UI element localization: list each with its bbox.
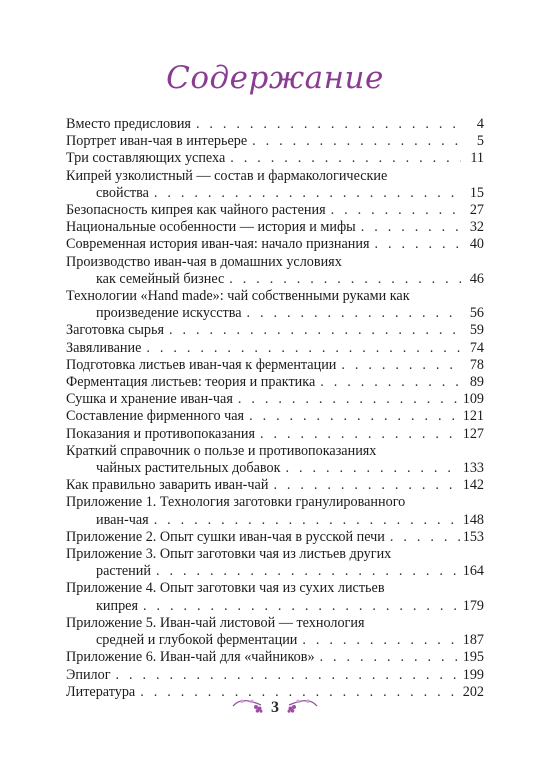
dot-leader <box>331 202 461 219</box>
dot-leader <box>196 116 461 133</box>
toc-entry-line <box>66 219 484 236</box>
toc-page-number: 153 <box>462 528 484 545</box>
toc-page-number: 27 <box>469 202 484 219</box>
toc-entry-title: Приложение 4. Опыт заготовки чая из сухих листьев <box>66 580 385 597</box>
toc-entry-title: Приложение 3. Опыт заготовки чая из листьев других <box>66 546 392 563</box>
toc-entry-title: как семейный бизнес <box>96 270 225 287</box>
toc-entry-title: чайных растительных добавок <box>96 460 281 477</box>
toc-entry-continuation <box>66 563 484 580</box>
toc-entry-title: Краткий справочник о пользе и противопоказаниях <box>66 442 377 459</box>
toc-entry <box>66 168 484 202</box>
toc-entry-line <box>66 494 484 511</box>
toc-entry-title: произведение искусства <box>96 305 242 322</box>
dot-leader <box>146 340 461 357</box>
toc-entry-line <box>66 236 484 253</box>
toc-entry <box>66 649 484 666</box>
toc-page-number: 46 <box>469 270 484 287</box>
toc-page-number: 121 <box>462 408 484 425</box>
dot-leader <box>260 426 460 443</box>
toc-entry <box>66 374 484 391</box>
toc-entry-title: Кипрей узколистный — состав и фармакологические <box>66 167 388 184</box>
toc-entry <box>66 340 484 357</box>
toc-entry-title: Заготовка сырья <box>66 322 165 339</box>
dot-leader <box>374 236 461 253</box>
dot-leader <box>247 305 461 322</box>
toc-page-number: 40 <box>469 236 484 253</box>
dot-leader <box>238 391 460 408</box>
toc-entry-line <box>66 408 484 425</box>
toc-entry-line <box>66 168 484 185</box>
page-number: 3 <box>271 698 279 716</box>
dot-leader <box>341 357 461 374</box>
dot-leader <box>154 512 460 529</box>
dot-leader <box>361 219 461 236</box>
toc-entry-title: Приложение 1. Технология заготовки гранулированного <box>66 494 406 511</box>
toc-entry <box>66 580 484 614</box>
toc-entry <box>66 529 484 546</box>
toc-entry <box>66 357 484 374</box>
toc-entry-continuation <box>66 460 484 477</box>
toc-page-number: 15 <box>469 184 484 201</box>
toc-entry-line <box>66 357 484 374</box>
toc-entry-title: Как правильно заварить иван-чай <box>66 477 269 494</box>
toc-entry-continuation <box>66 632 484 649</box>
floral-ornament-left-icon <box>231 697 265 718</box>
toc-page-number: 11 <box>470 150 484 167</box>
toc-entry-line <box>66 615 484 632</box>
toc-page-number: 78 <box>469 356 484 373</box>
toc-page-number: 89 <box>469 374 484 391</box>
toc-entry <box>66 426 484 443</box>
toc-entry <box>66 236 484 253</box>
dot-leader <box>320 649 460 666</box>
toc-entry <box>66 408 484 425</box>
dot-leader <box>169 322 461 339</box>
toc-entry-line <box>66 580 484 597</box>
dot-leader <box>154 185 461 202</box>
toc-entry-title: Эпилог <box>66 666 111 683</box>
toc-entry <box>66 322 484 339</box>
toc-entry <box>66 116 484 133</box>
toc-entry <box>66 494 484 528</box>
toc-entry <box>66 254 484 288</box>
toc-entry-line <box>66 529 484 546</box>
toc-page-number: 187 <box>462 632 484 649</box>
dot-leader <box>249 408 460 425</box>
toc-entry <box>66 546 484 580</box>
toc-entry-title: Вместо предисловия <box>66 116 191 132</box>
dot-leader <box>156 563 460 580</box>
toc-entry-line <box>66 546 484 563</box>
dot-leader <box>286 460 460 477</box>
dot-leader <box>116 667 460 684</box>
toc-entry-continuation <box>66 185 484 202</box>
toc-entry <box>66 150 484 167</box>
toc-page-number: 142 <box>462 477 484 494</box>
toc-entry-title: Показания и противопоказания <box>66 425 255 442</box>
toc-page-number: 148 <box>462 511 484 528</box>
toc-entry-title: Три составляющих успеха <box>66 150 226 167</box>
dot-leader <box>143 598 460 615</box>
toc-page-number: 164 <box>462 563 484 580</box>
floral-ornament-right-icon <box>285 697 319 718</box>
dot-leader <box>320 374 461 391</box>
page-title: Содержание <box>166 60 384 96</box>
toc-page-number: 195 <box>462 649 484 666</box>
toc-entry-line <box>66 116 484 133</box>
toc-entry <box>66 288 484 322</box>
toc-entry-title: Ферментация листьев: теория и практика <box>66 374 316 391</box>
toc-page-number: 109 <box>462 391 484 408</box>
toc-entry-continuation <box>66 512 484 529</box>
toc-entry-title: Составление фирменного чая <box>66 408 245 425</box>
toc-page-number: 59 <box>469 322 484 339</box>
page-footer <box>0 697 550 718</box>
toc-entry-line <box>66 477 484 494</box>
toc-page-number: 133 <box>462 460 484 477</box>
toc-entry-line <box>66 667 484 684</box>
toc-entry-line <box>66 340 484 357</box>
toc-entry-title: Безопасность кипрея как чайного растения <box>66 202 326 219</box>
dot-leader <box>230 150 461 167</box>
toc-entry-title: Завяливание <box>66 339 142 356</box>
toc-entry-line <box>66 322 484 339</box>
toc-entry-line <box>66 391 484 408</box>
toc-entry-title: Приложение 6. Иван-чай для «чайников» <box>66 649 315 666</box>
toc-entry-title: кипрея <box>96 597 138 614</box>
toc-entry <box>66 391 484 408</box>
toc-entry-line <box>66 202 484 219</box>
toc-entry-line <box>66 254 484 271</box>
toc-entry-title: Литература <box>66 683 136 700</box>
toc-page-number: 74 <box>469 339 484 356</box>
toc-entry <box>66 133 484 150</box>
toc-entry-title: свойства <box>96 184 149 201</box>
toc-entry <box>66 615 484 649</box>
dot-leader <box>229 271 461 288</box>
dot-leader <box>252 133 461 150</box>
toc-entry-continuation <box>66 271 484 288</box>
toc-entry-title: Приложение 5. Иван-чай листовой — технология <box>66 614 365 631</box>
toc-entry-title: Технологии «Hand made»: чай собственными руками как <box>66 288 410 305</box>
toc-page-number: 4 <box>476 116 484 132</box>
toc-entry-title: растений <box>96 563 151 580</box>
toc-page-number: 5 <box>476 133 484 150</box>
toc-entry-title: Современная история иван-чая: начало признания <box>66 236 370 253</box>
toc-entry-title: Национальные особенности — история и мифы <box>66 219 356 236</box>
toc-entry-title: Сушка и хранение иван-чая <box>66 391 233 408</box>
toc-page-number: 32 <box>469 219 484 236</box>
dot-leader <box>390 529 460 546</box>
dot-leader <box>273 477 459 494</box>
toc-page-number: 56 <box>469 305 484 322</box>
toc-entry-line <box>66 133 484 150</box>
table-of-contents <box>66 116 484 701</box>
toc-page-number: 179 <box>462 597 484 614</box>
toc-entry-title: иван-чая <box>96 511 149 528</box>
toc-entry-title: Производство иван-чая в домашних условиях <box>66 253 342 270</box>
toc-page-number: 202 <box>462 683 484 700</box>
toc-entry-continuation <box>66 598 484 615</box>
toc-entry <box>66 477 484 494</box>
toc-entry <box>66 443 484 477</box>
toc-entry-title: средней и глубокой ферментации <box>96 632 298 649</box>
toc-entry-line <box>66 150 484 167</box>
toc-entry-continuation <box>66 305 484 322</box>
toc-entry-title: Приложение 2. Опыт сушки иван-чая в русской печи <box>66 528 385 545</box>
toc-entry <box>66 202 484 219</box>
toc-entry-line <box>66 288 484 305</box>
toc-entry-title: Портрет иван-чая в интерьере <box>66 133 248 150</box>
toc-entry-title: Подготовка листьев иван-чая к ферментации <box>66 356 337 373</box>
toc-page-number: 127 <box>462 425 484 442</box>
toc-entry-line <box>66 426 484 443</box>
toc-page-number: 199 <box>462 666 484 683</box>
toc-entry-line <box>66 374 484 391</box>
toc-entry <box>66 219 484 236</box>
toc-entry-line <box>66 443 484 460</box>
toc-entry-line <box>66 649 484 666</box>
toc-entry <box>66 667 484 684</box>
dot-leader <box>302 632 459 649</box>
